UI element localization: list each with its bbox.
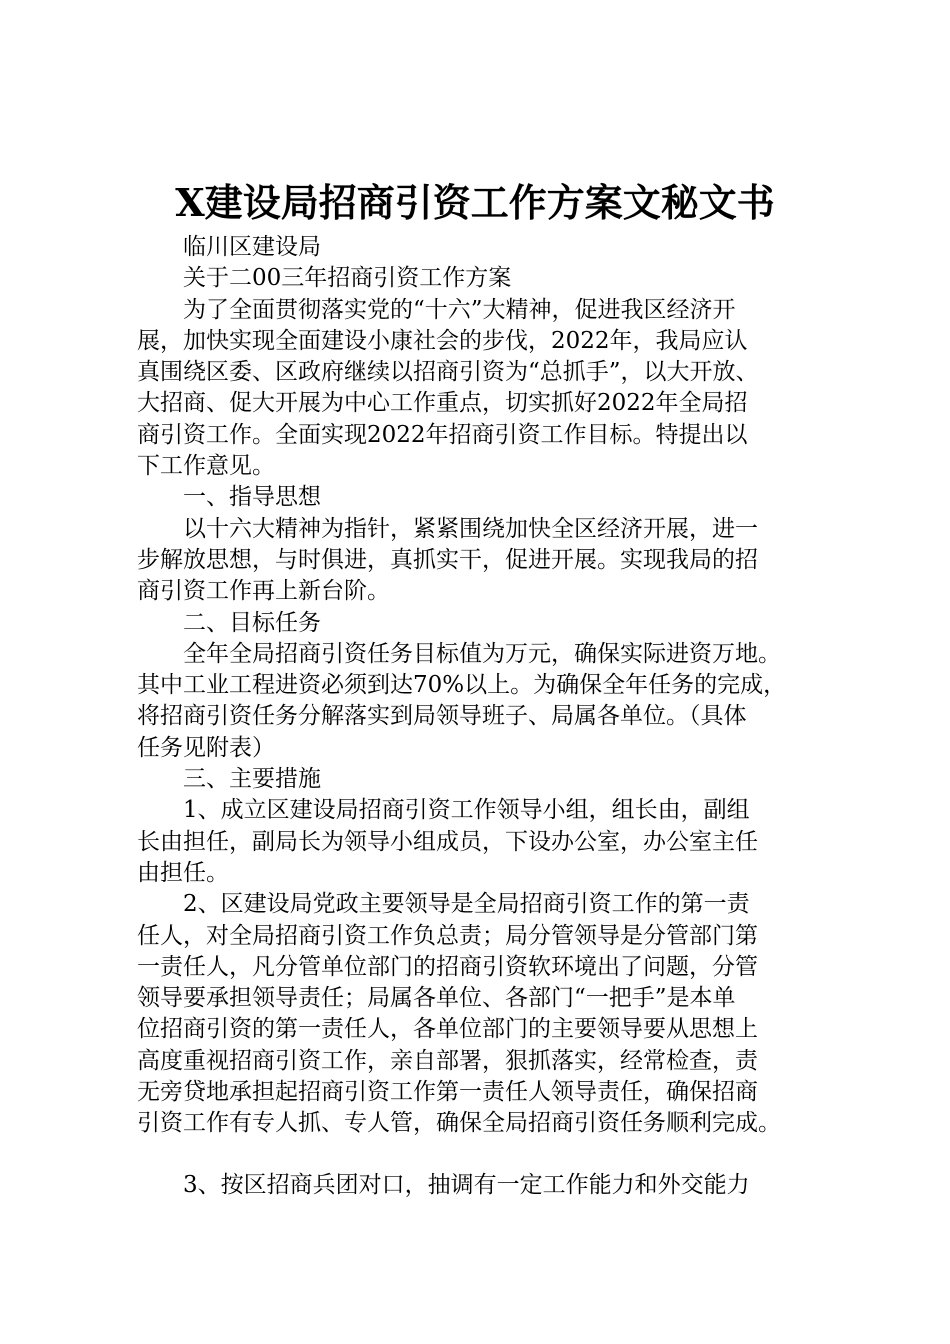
body-line: 其中工业工程进资必须到达70%以上。为确保全年任务的完成， — [137, 672, 787, 699]
body-line: 商引资工作再上新台阶。 — [137, 578, 390, 605]
body-line: 步解放思想，与时俱进，真抓实干，促进开展。实现我局的招 — [137, 546, 758, 573]
body-line: 领导要承担领导责任；局属各单位、各部门“一把手”是本单 — [137, 985, 736, 1012]
body-line: 长由担任，副局长为领导小组成员，下设办公室，办公室主任 — [137, 828, 758, 855]
body-line: 关于二00三年招商引资工作方案 — [183, 265, 512, 292]
body-line: 1、成立区建设局招商引资工作领导小组，组长由，副组 — [183, 797, 750, 824]
body-line: 真围绕区委、区政府继续以招商引资为“总抓手”，以大开放、 — [137, 359, 759, 386]
body-line: 3、按区招商兵团对口，抽调有一定工作能力和外交能力 — [183, 1171, 750, 1198]
body-line: 全年全局招商引资任务目标值为万元，确保实际进资万地。 — [183, 640, 781, 667]
body-line: 三、主要措施 — [183, 766, 321, 793]
document-title: X建设局招商引资工作方案文秘文书 — [175, 180, 775, 225]
body-line: 商引资工作。全面实现2022年招商引资工作目标。特提出以 — [137, 421, 748, 448]
body-line: 一责任人，凡分管单位部门的招商引资软环境出了问题，分管 — [137, 953, 758, 980]
body-line: 无旁贷地承担起招商引资工作第一责任人领导责任，确保招商 — [137, 1079, 758, 1106]
body-line: 临川区建设局 — [183, 234, 321, 260]
body-line: 任务见附表） — [137, 734, 275, 761]
body-line: 任人，对全局招商引资工作负总责；局分管领导是分管部门第 — [137, 922, 758, 949]
document-body — [137, 232, 837, 1201]
body-line: 将招商引资任务分解落实到局领导班子、局属各单位。（具体 — [137, 703, 747, 730]
body-line: 2、区建设局党政主要领导是全局招商引资工作的第一责 — [183, 891, 750, 918]
body-line: 引资工作有专人抓、专人管，确保全局招商引资任务顺利完成。 — [137, 1110, 781, 1137]
body-line: 位招商引资的第一责任人，各单位部门的主要领导要从思想上 — [137, 1016, 758, 1043]
body-line: 大招商、促大开展为中心工作重点，切实抓好2022年全局招 — [137, 390, 748, 417]
body-line: 以十六大精神为指针，紧紧围绕加快全区经济开展，进一 — [183, 515, 758, 542]
body-line: 由担任。 — [137, 859, 229, 886]
body-line: 一、指导思想 — [183, 484, 321, 511]
body-line: 下工作意见。 — [137, 453, 275, 480]
body-line: 展，加快实现全面建设小康社会的步伐，2022年，我局应认 — [137, 327, 748, 354]
body-line: 为了全面贯彻落实党的“十六”大精神，促进我区经济开 — [183, 296, 736, 323]
body-line: 二、目标任务 — [183, 609, 321, 636]
body-line: 高度重视招商引资工作，亲自部署，狠抓落实，经常检查，责 — [137, 1047, 758, 1074]
